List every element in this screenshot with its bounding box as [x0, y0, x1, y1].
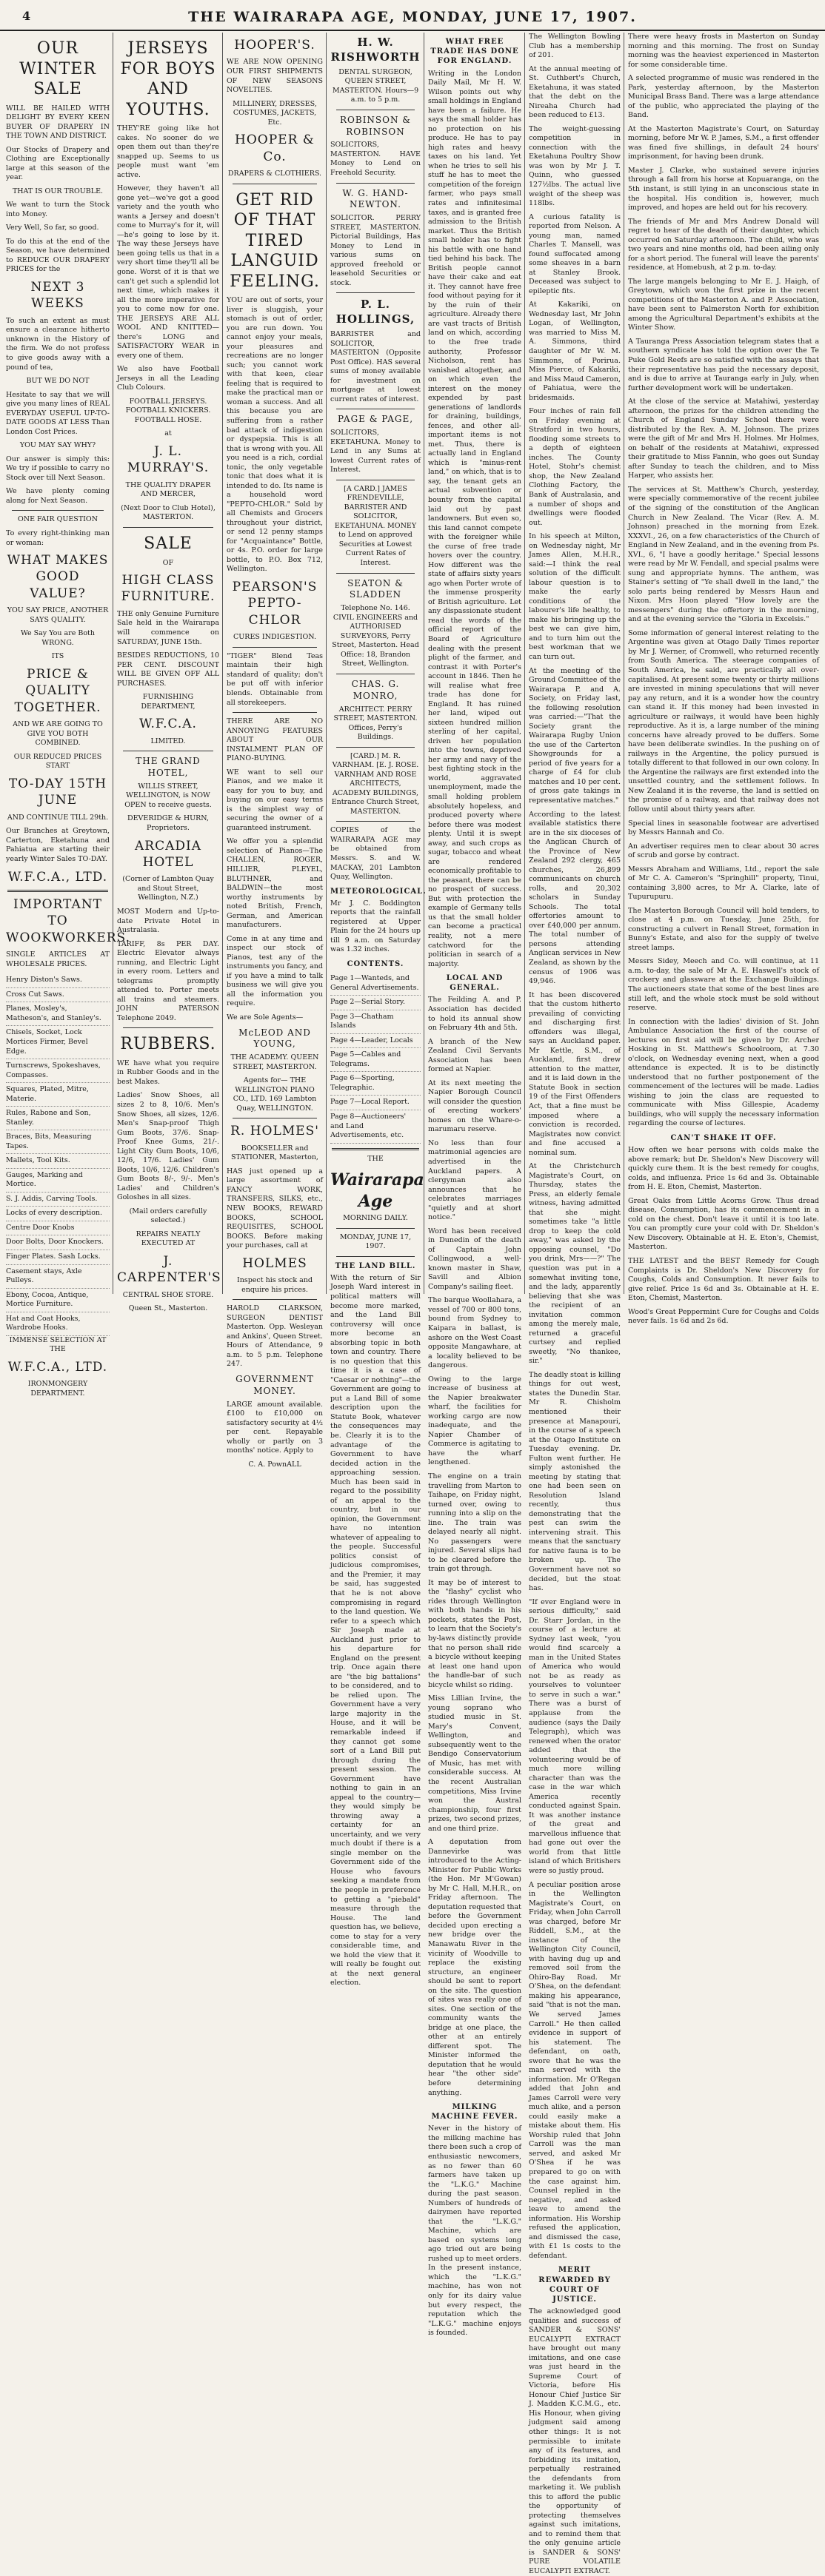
article-text: A deputation from Dannevirke was introduced to the Acting-Minister for Public Works (the Hon. Mr M'Gowan) by Mr C. Hall, M.H.R., on Friday afternoon. The deputation requested that before the Government decided upon erecting a new bridge over the Manawatu River in the vicinity of Woodville to replace the existing structure, an engineer should be sent to report on the site. The question of sites was really one of sites. One section of the community wants the bridge at one place, the other at an entirely different spot. The Minister informed the deputation that he would hear "the other side" before determining anything. — [428, 1838, 521, 2097]
ad-text: LIMITED. — [150, 737, 186, 745]
ad-heading: THE GRAND HOTEL, — [136, 756, 201, 779]
ad-text: BUT WE DO NOT — [26, 377, 90, 386]
section-heading: MILKING MACHINE FEVER. — [431, 2103, 518, 2121]
ad-text: YOU MAY SAY WHY? — [19, 441, 96, 450]
list-item: Page 1—Wanteds, and General Advertisements. — [330, 972, 421, 996]
divider — [336, 747, 415, 748]
ad-heading: ROBINSON & ROBINSON — [340, 114, 411, 137]
ad-heading: W.F.C.A., LTD. — [7, 1359, 108, 1375]
article-text: It may be of interest to the "flashy" cyclist who rides through Wellington with both hands in his pockets, states the Post, to learn that the Society's by-laws distinctly provide that no person shall ride a bicycle without keeping at least one hand upon the handle-bar of such bicycle whilst so riding. — [428, 1578, 521, 1689]
ad-text: IRONMONGERY DEPARTMENT. — [27, 1380, 88, 1398]
article-text: How often we hear persons with colds make the above remark; but Dr. Sheldon's New Discovery will quickly cure them. It is the best remedy for coughs, colds, and influenza. Price 1s 6d and 3s. Obtainable from H. E. Eton, Chemist, Masterton. — [628, 1146, 819, 1192]
ad-text: BOOKSELLER and STATIONER, Masterton, — [231, 1144, 318, 1162]
ad-text: THAT IS OUR TROUBLE. — [12, 187, 104, 195]
ad-heading: PRICE & QUALITY TOGETHER. — [14, 667, 101, 715]
article-text: The weight-guessing competition in connection with the Eketahuna Poultry Show was won by Mr J. T. Quinn, who guessed 127½lbs. The actual live weight of the sheep was 118lbs. — [529, 124, 621, 208]
ad-heading: HOLMES — [242, 1255, 307, 1271]
divider — [336, 292, 415, 293]
column-1 — [6, 33, 131, 1398]
ad-text: We offer you a splendid selection of Pianos—The CHALLEN, ROGER, HILLIER, PLEYEL, BLUTHNER, and BALDWIN—the most worthy instruments by noted British, French, German, and American manufacturers. — [227, 837, 323, 930]
article-text: A curious fatality is reported from Nelson. A young man, named Charles T. Mansell, was found suffocated among some sheaves in a barn at Stanley Brook. Deceased was subject to epileptic fits. — [529, 212, 621, 295]
list-item: Page 2—Serial Story. — [330, 996, 421, 1010]
article-text: "If ever England were in serious difficulty," said Dr. Starr Jordan, in the course of a lecture at Sydney last week, "you would find scarcely a man in the United States of America who would not be as ready as yourselves to volunteer to serve in such a war." There was a burst of applause from the audience (says the Daily Telegraph), which was renewed when the orator added that the volunteering would be of much more willing character than was the case in the war which America recently conducted against Spain. It was another instance of the great and marvellous influence that had gone out over the world from that little island of which Britishers were so justly proud. — [529, 1597, 621, 1875]
ad-heading: NEXT 3 WEEKS — [30, 280, 85, 312]
contents-list — [330, 972, 421, 1143]
ad-text: Very Well, So far, so good. — [6, 224, 99, 232]
article-text: The services at St. Matthew's Church, yesterday, were specially commemorative of the recent jubilee of the signing of the constitution of the Anglican Church in New Zealand. The Vicar (Rev. A. M. Johnson) preached in the morning from Ezek. XXXVI., 26, on a few characteristics of the Church of England in New Zealand, and in the evening from Ps. XVI., 6, "I have a goodly heritage." Special lessons were read by Mr W. Fendall, and special psalms were sung and appropriate hymns. The anthem, was Stainer's setting of "Ye shall dwell in the land," the solo parts being rendered by Messrs Haun and Nixon. Mrs Hoon played "How lovely are the messengers" during the offertory in the morning, and at the evening service the "Gloria in Excelsis." — [628, 485, 819, 624]
ad-text: Hesitate to say that we will give you many lines of REAL EVERYDAY USEFUL UP-TO-DATE GOODS AT LESS Than London Cost Prices. — [6, 390, 110, 436]
ad-text: DRAPERS & CLOTHIERS. — [227, 170, 322, 178]
divider — [336, 1228, 415, 1229]
article-text: The deadly stoat is killing things for out west, states the Dunedin Star. Mr R. Chisholm mentioned their presence at Manapouri, in the course of a speech at the Otago Institute on Tuesday evening. Dr. Fulton went further. He simply astonished the meeting by stating that one had been seen on Resolution Island recently, thus demonstrating that the pest can swim the intervening strait. This means that the sanctuary for native fauna is to be broken up. The Government have not so decided, but the stoat has. — [529, 1370, 621, 1593]
newspaper-title: THE WAIRARAPA AGE, MONDAY, JUNE 17, 1907. — [188, 9, 637, 25]
ad-text: MOST Modern and Up-to-date Private Hotel in Australasia. — [117, 907, 219, 935]
ad-text: OF — [162, 558, 174, 567]
list-item: Page 6—Sporting, Telegraphic. — [330, 1072, 421, 1096]
ad-heading: McLEOD AND YOUNG, — [238, 1027, 311, 1050]
article-text: The large mangels belonging to Mr E. J. Haigh, of Greytown, which won the first prize in the recent competitions of the Masterton A. and P. Association, have been sent to Palmerston North for exhibition among the Agricultural Department's exhibits at the Winter Show. — [628, 277, 819, 332]
ad-text: LARGE amount available. £100 to £10,000 on satisfactory security at 4½ per cent. Repayable wholly or partly on 3 months' notice. Apply to — [227, 1400, 323, 1455]
article-text: Owing to the large increase of business at the Napier breakwater wharf, the facilities for working cargo are now inadequate, and the Napier Chamber of Commerce is agitating to have the wharf lengthened. — [428, 1375, 521, 1467]
ad-text: ARCHITECT. PERRY STREET, MASTERTON. Offices, Perry's Buildings. — [333, 705, 418, 742]
article-text: At the annual meeting of St. Cuthbert's Church, Eketahuna, it was stated that the debt on the Nireaha Church had been reduced to £13. — [529, 64, 621, 120]
list-item: Henry Diston's Saws. — [6, 973, 110, 988]
ad-text: THE QUALITY DRAPER AND MERCER, — [125, 480, 211, 499]
ad-text: Ladies' Snow Shoes, all sizes 2 to 8, 10/6. Men's Snow Shoes, all sizes, 12/6. Men's Snap-proof Thigh Gum Boots, 37/6. Snap-Proof Knee Gums, 21/-. Light City Gum Boots, 10/6, 12/6, 17/6. Ladies' Gum Boots, 10/6, 12/6. Children's Gum Boots 8/-, 9/-. Men's Ladies' and Children's Goloshes in all sizes. — [117, 1091, 219, 1202]
article-text: Writing in the London Daily Mail, Mr H. W. Wilson points out why small holdings in England have been a failure. He says the small holder has no protection on his produce. He has to pay high rates and heavy taxes on his land. Yet when he tries to sell his stuff he has to meet the competition of the foreign farmer, who pays small rates and infinitesimal taxes, and is granted free admission to the British market. Thus the British small holder has to fight his battle with one hand tied behind his back. The British people cannot have their cake and eat it. They cannot have free food without paying for it by the ruin of their agriculture. Already there are vast tracts of British land on which, according to the free trade authority, Professor Nicholson, rent has vanished altogether, and on which even the interest on the money expended by past generations of landlords for draining, buildings, fences, and other all-important items is not met. Thus, there is actually land in England which is "minus-rent land," on which, that is to say, the tenant gets an actual subvention or bounty from the capital laid out by past landowners. But even so, this land cannot compete with the foreigner while the curse of free trade hovers over the country. How different was the state of affairs sixty years ago when Porter wrote of the immense prosperity of British agriculture. Let any dispassionate student read the words of the official report of the Board of Agriculture dealing with the present plight of the farmer, and contrast it with Porter's account in 1846. Then he will realise what free trade has done for England. It has ruined her land, wiped out sixteen hundred million sterling of her capital, driven her population into the towns, deprived her army and navy of the best fighting stock in the world, aggravated unemployment, made the small holding problem absolutely hopeless, and produced poverty where before there was modest plenty. Until it is swept away, and such crops as sugar, tobacco and wheat are rendered economically profitable to the peasant, there can be no prospect of success. But with protection the example of Germany tells us that the small holder can become a practical reality, not a mere catchword for the politician in search of a majority. — [428, 69, 521, 968]
ad-heading: P. L. HOLLINGS, — [335, 298, 415, 326]
ad-text: BARRISTER and SOLICITOR, MASTERTON (Opposite Post Office). HAS several sums of money available for investment on mortgage at lowest current rates of interest. — [330, 330, 421, 403]
list-item: Page 4—Leader, Locals — [330, 1034, 421, 1049]
ad-heading: SEATON & SLADDEN — [347, 577, 404, 600]
article-text: Mr J. C. Boddington reports that the rainfall registered at Upper Plain for the 24 hours up till 9 a.m. on Saturday was 1.32 inches. — [330, 899, 421, 954]
ad-text: HAS just opened up a large assortment of FANCY WORK, TRANSFERS, SILKS, etc., NEW BOOKS, REWARD BOOKS, SCHOOL REQUISITES, SCHOOL BOOKS. Before making your purchases, call at — [227, 1167, 323, 1250]
divider — [233, 712, 317, 713]
article-text: Messrs Abraham and Williams, Ltd., report the sale of Mr C. A. Cameron's "Springhill" property, Tinui, containing 3,800 acres, to Mr A. Clarke, late of Tupurupuru. — [628, 865, 819, 902]
column-5 — [428, 33, 521, 2338]
list-item: Rules, Rabone and Son, Stanley. — [6, 1107, 110, 1130]
ad-text: THE ACADEMY. QUEEN STREET, MASTERTON. — [230, 1053, 319, 1071]
ad-heading: W.F.C.A., LTD. — [7, 869, 108, 885]
section-heading: THE LAND BILL. — [335, 1261, 416, 1270]
ad-heading: TO-DAY 15TH JUNE — [8, 776, 107, 808]
ad-text: ONE FAIR QUESTION — [17, 515, 98, 524]
article-text: At the close of the service at Matahiwi, yesterday afternoon, the prizes for the children attending the Church of England Sunday School there were distributed by the Rev. A. M. Johnson. The prizes were the gift of Mr and Mrs H. Holmes. Mr Holmes, on behalf of the residents at Matahiwi, expressed their gratitude to Miss Fannin, who goes out Sunday after Sunday to teach the children, and to Miss Harper, who assists her. — [628, 398, 819, 480]
article-text: A branch of the New Zealand Civil Servants Association has been formed at Napier. — [428, 1037, 521, 1074]
ad-text: We want to turn the Stock into Money. — [6, 201, 110, 218]
ad-heading: HOOPER & Co. — [235, 133, 315, 164]
list-item: Page 5—Cables and Telegrams. — [330, 1048, 421, 1072]
ad-text: [CARD.] M. R. VARNHAM. [E. J. ROSE. VARNHAM AND ROSE ARCHITECTS, ACADEMY BUILDINGS, Entrance Church Street, MASTERTON. — [331, 751, 420, 816]
article-text: In his speech at Milton, on Wednesday night, Mr James Allen, M.H.R., said:—I think the real solution of the difficult labour question is to make the early conditions of the labourer's life healthy, to make his bringing up the best we can give him, and to turn him out the best workman that we can turn out. — [529, 532, 621, 661]
ad-text: YOU SAY PRICE, ANOTHER SAYS QUALITY. — [7, 606, 109, 624]
ad-heading: W.F.C.A. — [139, 717, 197, 732]
ad-text: SINGLE ARTICLES AT WHOLESALE PRICES. — [6, 950, 110, 968]
ad-text: CENTRAL SHOE STORE. — [122, 1290, 214, 1299]
ad-text: SOLICITORS, EKETAHUNA. Money to Lend in any Sums at lowest Current rates of Interest. — [330, 429, 421, 474]
ad-heading: JERSEYS FOR BOYS AND YOUTHS. — [120, 39, 216, 119]
masthead — [0, 0, 825, 31]
ad-text: WILLIS STREET, WELLINGTON, is NOW OPEN to receive guests. — [124, 782, 212, 809]
ad-heading: H. W. RISHWORTH — [330, 36, 421, 64]
article-text: The Feilding A. and P. Association has decided to hold its annual show on February 4th and 5th. — [428, 996, 521, 1033]
section-heading: WHAT FREE TRADE HAS DONE FOR ENGLAND. — [430, 38, 519, 66]
article-text: At its next meeting the Napier Borough Council will consider the question of erecting workers' homes on the Whare-o-marumaru reserve. — [428, 1079, 521, 1134]
ad-text: Our answer is simply this: We try if possible to carry no Stock over till Next Season. — [6, 455, 110, 482]
ad-text: (Mail orders carefully selected.) — [129, 1207, 207, 1225]
issue-date: MONDAY, JUNE 17, 1907. — [339, 1232, 412, 1251]
article-text: In connection with the ladies' division of St. John Ambulance Association the first of the course of lectures on first aid will be given by Dr. Archer Hosking in St. Matthew's Schoolroom, at 7.30 o'clock, on Wednesday evening next, when a good attendance is expected. It is to be distinctly understood that no further postponement of the commencement of the lectures will be made. Ladies wishing to join the class are requested to communicate with Miss Gillespie, Academy buildings, who will supply the necessary information regarding the course of lectures. — [628, 1017, 819, 1128]
ad-text: SOLICITOR. PERRY STREET, MASTERTON. Pictorial Buildings, Has Money to Lend in various sums on approved freehold or leasehold Securities or stock. — [330, 214, 421, 287]
ad-text: WE have what you require in Rubber Goods and in the best Makes. — [117, 1059, 219, 1086]
article-text: Master J. Clarke, who sustained severe injuries through a fall from his horse at Kopuaranga, on the 5th instant, is still lying in an unconscious state in the hospital. His condition is, however, much improved, and hopes are held out for his recovery. — [628, 166, 819, 212]
article-text: The Masterton Borough Council will hold tenders, to close at 4 p.m. on Tuesday, June 25th, for constructing a culvert in Renall Street, formation in Bunny's Estate, and also for the supply of twelve street lamps. — [628, 906, 819, 952]
ad-text: To do this at the end of the Season, we have determined to REDUCE OUR DRAPERY PRICES for the — [6, 237, 110, 274]
article-text: Word has been received in Dunedin of the death of Captain John Collingwood, a well-known master in Shaw, Savill and Albion Company's sailing fleet. — [428, 1227, 521, 1291]
divider — [123, 527, 213, 528]
ad-heading: J. CARPENTER'S — [117, 1253, 221, 1286]
article-text: The barque Woollahara, a vessel of 700 or 800 tons, bound from Sydney to Kaipara in ballast, is ashore on the West Coast opposite Mangawhare, at a locality believed to be dangerous. — [428, 1296, 521, 1370]
article-text: There were heavy frosts in Masterton on Sunday morning and this morning. The frost on Sunday morning was the heaviest experienced in Masterton for some considerable time. — [628, 33, 819, 69]
article-text: According to the latest available statistics there are in the six dioceses of the Anglican Church of the Province of New Zealand 292 clergy, 465 churches, 26,899 communicants on church rolls, and 20,302 scholars in Sunday Schools. The total offertories amount to over £40,000 per annum. The total number of persons attending Anglican services in New Zealand, as shown by the census of 1906 was 49,946. — [529, 810, 621, 986]
ad-heading: HIGH CLASS FURNITURE. — [121, 573, 216, 605]
ad-heading: R. HOLMES' — [230, 1124, 319, 1139]
ad-text: THEY'RE going like hot cakes. No sooner do we open them out than they're snapped up. Seems to us people must want 'em active. — [117, 124, 219, 179]
list-item: Door Bolts, Door Knockers. — [6, 1235, 110, 1250]
article-text: The friends of Mr and Mrs Andrew Donald will regret to hear of the death of their daughter, which occurred on Saturday afternoon. The child, who was two years and nine months old, had been ailing only for a short period. The funeral will leave the parents' residence, at Homebush, at 2 p.m. to-day. — [628, 217, 819, 272]
ad-text: WE want to sell our Pianos, and we make it easy for you to buy, and buying on our easy terms is the simplest way of securing the owner of a guaranteed instrument. — [227, 768, 323, 832]
list-item: S. J. Addis, Carving Tools. — [6, 1193, 110, 1207]
ad-text: Telephone No. 146. CIVIL ENGINEERS and AUTHORISED SURVEYORS, Perry Street, Masterton. Head Office: 18, Brandon Street, Wellington. — [332, 604, 419, 668]
ad-heading: WHAT MAKES GOOD VALUE? — [7, 553, 109, 601]
ad-text: SOLICITORS, MASTERTON. HAVE Money to Lend on Freehold Security. — [330, 141, 421, 177]
ad-heading: ARCADIA HOTEL — [135, 838, 201, 870]
article-text: Wood's Great Peppermint Cure for Coughs and Colds never fails. 1s 6d and 2s 6d. — [628, 1307, 819, 1326]
divider — [123, 1027, 213, 1028]
ad-text: We are Sole Agents— — [227, 1013, 304, 1022]
article-text: Never in the history of the milking machine has there been such a crop of enthusiastic newcomers, as no fewer than 60 farmers have taken up the "L.K.G." Machine during the past season. Numbers of hundreds of dairymen have reported that the "L.K.G." Machine, which are based on systems long ago tried out are being rushed up to meet orders. In the present instance, which the "L.K.G." machine, has won not only for its dairy value but every respect, the reputation which the "L.K.G." machine enjoys is founded. — [428, 2124, 521, 2338]
ad-text: FURNISHING DEPARTMENT, — [141, 693, 196, 711]
list-item: Casement stays, Axle Pulleys. — [6, 1265, 110, 1289]
ad-text: Queen St., Masterton. — [128, 1304, 208, 1313]
article-text: THE LATEST and the BEST Remedy for Cough Complaints is Dr. Sheldon's New Discovery for Coughs, Colds and Consumption. It never fails to give relief. Price 1s 6d and 3s. Obtainable at H. E. Eton, Chemist, Masterton. — [628, 1257, 819, 1303]
article-text: At the Christchurch Magistrate's Court, on Thursday, states the Press, an elderly female witness, having admitted that she might sometimes take "a little drop to keep the cold away," was asked by the opposing counsel, "Do you drink, Mrs——?" The question was put in a somewhat inviting tone, and the lady, apparently believing that she was the recipient of an invitation common among the merely male, returned a graceful curtsey and replied sweetly, "No thankee, sir." — [529, 1162, 621, 1366]
article-text: Some information of general interest relating to the Argentine was given at Otago Daily Times reporter by Mr J. Werner, of Cromwell, who returned recently from South America. The steerage companies of South America, he said, are practically all over-capitalised. At present some twenty or thirty millions are invested in mining speculations that will never pay any return, and it is a wonder how the country can stand it. If this money had been invested in agriculture or railways, it would have been highly reproductive. As it is, a large number of the mining concerns have already proved to be duffers. Some have been deliberate swindles. In the pushing on of railways in the Argentine, the policy pursued is totally different to that followed in our own colony. In the Argentine the railways are first extended into the unsettled country, and the settlement follows. In New Zealand it is the reverse, the land is settled on the promise of a railway, and that railway does not follow until about thirty years after. — [628, 628, 819, 814]
column-3 — [227, 33, 323, 1469]
list-item: Gauges, Marking and Mortice. — [6, 1169, 110, 1193]
list-item: Centre Door Knobs — [6, 1221, 110, 1236]
ad-text: To such an extent as must ensure a clearance hitherto unknown in the History of the firm. We do not profess to give goods away with a pound of tea, — [6, 316, 110, 372]
article-text: At the meeting of the Ground Committee of the Wairarapa P. and A. Society, on Friday last, the following resolution was carried:—"That the Society grant the Wairarapa Rugby Union the use of the Carterton Showgrounds for a period of five years for a charge of £4 for club matches and 10 per cent. of gross gate takings in representative matches." — [529, 666, 621, 805]
divider — [233, 1299, 317, 1300]
section-heading: CONTENTS. — [347, 959, 404, 968]
article-text: With the return of Sir Joseph Ward interest in political matters will become more marked, and the Land Bill controversy will once more become an absorbing topic in both town and country. There is no question that this time it is a case of "Caesar or nothing"—the Government are going to put a Land Bill of some description upon the Statute Book, whatever the consequences may be. Clearly it is to the advantage of the Government to have decided action in the approaching session. Much has been said in regard to the possibility of an appeal to the country, but in our opinion, the Government have no intention whatever of appealing to the people. Successful politics consist of judicious compromises, and the Premier, it may be said, has suggested that he is not above compromising in regard to the land question. We refer to a speech which Sir Joseph made at Auckland just prior to his departure for England on the present trip. Once again there are "the big battalions" to be considered, and to be relied upon. The Government have a very large majority in the House, and it will be remarkable indeed if they cannot get some sort of a Land Bill put through during the present session. The Government have nothing to gain in an appeal to the country—they would simply be throwing away a certainty for an uncertainty, and we very much doubt if there is a single member on the Government side of the House who favours seeking a mandate from the people in preference to getting a "piebald" measure through the House. The land question has, we believe, come to stay for a very considerable time, and we hold the view that it will really be fought out at the next general election. — [330, 1273, 421, 1988]
ad-text: THE only Genuine Furniture Sale held in the Wairarapa will commence on SATURDAY, JUNE 15th. — [117, 609, 219, 646]
ad-text: CURES INDIGESTION. — [233, 633, 316, 642]
article-text: An advertiser requires men to clear about 30 acres of scrub and gorse by contract. — [628, 842, 819, 860]
article-text: Four inches of rain fell on Friday evening at Stratford in two hours, flooding some streets to a depth of eighteen inches. The County Hotel, Stohr's chemist shop, the New Zealand Clothing Factory, the Bank of Australasia, and a number of shops and dwellings were flooded out. — [529, 407, 621, 527]
column-6 — [529, 33, 621, 2575]
ad-text: However, they haven't all gone yet—we've got a good variety and the youth who wants a Jersey and doesn't come to Murray's for it, will—he's going to lose by it. The way these Jerseys have been going tells us that in a very short time they'll all be gone. Worst of it is that we can't get such a splendid lot next time, which makes it all the more imperative for you to come now for one. THE JERSEYS ARE ALL WOOL AND KNITTED—there's LONG and SATISFACTORY WEAR in every one of them. — [117, 184, 219, 360]
ad-heading: SALE — [144, 534, 193, 553]
column-rule — [524, 33, 525, 1294]
list-item: Cross Cut Saws. — [6, 988, 110, 1003]
ad-text: (Corner of Lambton Quay and Stout Street, Wellington, N.Z.) — [122, 875, 214, 902]
ad-heading: RUBBERS. — [120, 1035, 216, 1054]
ad-heading: HOOPER'S. — [234, 38, 315, 53]
ad-text: Inspect his stock and enquire his prices. — [236, 1276, 313, 1294]
list-item: Squares, Plated, Mitre, Materie. — [6, 1083, 110, 1107]
ad-text: We also have Football Jerseys in all the Leading Club Colours. — [117, 365, 219, 392]
ad-text: (Next Door to Club Hotel), MASTERTON. — [121, 503, 216, 522]
ad-text: DEVERIDGE & HURN, Proprietors. — [127, 814, 210, 832]
article-text: A selected programme of music was rendered in the Park, yesterday afternoon, by the Masterton Municipal Brass Band. There was a large attendance of the public, who appreciated the playing of the Band. — [628, 74, 819, 120]
ad-text: Our Branches at Greytown, Carterton, Eketahuna and Pahiatua are starting their yearly Winter Sales TO-DAY. — [6, 827, 110, 863]
paper-nameplate: Wairarapa Age — [330, 1170, 424, 1212]
ad-text: "TIGER" Blend Teas maintain their high standard of quality; don't be put off with inferior blends. Obtainable from all storekeepers. — [227, 651, 323, 707]
ad-text: [A CARD.] JAMES FRENDEVILLE, BARRISTER AND SOLICITOR, EKETAHUNA. MONEY to Lend on approved Securities at Lowest Current Rates of Interest. — [334, 484, 417, 567]
divider — [336, 1256, 415, 1257]
list-item: Turnscrews, Spokeshaves, Compasses. — [6, 1059, 110, 1083]
divider — [336, 183, 415, 184]
ad-text: We Say You are Both WRONG. — [21, 629, 95, 647]
ad-text: OUR REDUCED PRICES START — [13, 752, 102, 771]
list-item: Finger Plates. Sash Locks. — [6, 1250, 110, 1265]
section-heading: CAN'T SHAKE IT OFF. — [670, 1133, 777, 1142]
ad-text: FOOTBALL JERSEYS. FOOTBALL KNICKERS. FOOTBALL HOSE. — [125, 397, 211, 424]
divider — [332, 1148, 419, 1150]
article-text: Miss Lillian Irvine, the young soprano who studied music in St. Mary's Convent, Wellington, and subsequently went to the Bendigo Conservatorium of Music, has met with considerable success. At the recent Australian competitions, Miss Irvine won the Austral championship, four first prizes, two second prizes, and one third prize. — [428, 1694, 521, 1833]
article-text: A Tauranga Press Association telegram states that a southern syndicate has told the option over the Te Puke Gold Reefs are so satisfied with the assays that their representative has paid the necessary deposit, and is due to arrive at Tauranga early in July, when further development work will be undertaken. — [628, 337, 819, 392]
ad-text: HAROLD CLARKSON, SURGEON DENTIST Masterton. Opp. Wesleyan and Ankins', Queen Street. Hours of Attendance, 9 a.m. to 5 p.m. Telephone 247. — [227, 1304, 323, 1369]
list-item: Page 7—Local Report. — [330, 1096, 421, 1110]
article-text: The Wellington Bowling Club has a membership of 201. — [529, 33, 621, 60]
list-item: Braces, Bits, Measuring Tapes. — [6, 1130, 110, 1154]
list-item: Hat and Coat Hooks, Wardrobe Hooks. — [6, 1312, 110, 1336]
ad-heading: PEARSON'S PEPTO-CHLOR — [232, 580, 318, 628]
ad-text: WILL BE HAILED WITH DELIGHT BY EVERY KEEN BUYER OF DRAPERY IN THE TOWN AND DISTRICT. — [6, 104, 110, 141]
masthead-label: MORNING DAILY. — [343, 1214, 408, 1223]
column-4 — [330, 33, 427, 1988]
page-number: 4 — [22, 9, 31, 23]
ad-text: BESIDES REDUCTIONS, 10 PER CENT. DISCOUNT WILL BE GIVEN OFF ALL PURCHASES. — [117, 651, 219, 688]
ad-heading: PAGE & PAGE, — [337, 414, 414, 425]
list-item: Mallets, Tool Kits. — [6, 1154, 110, 1169]
ad-text: IMMENSE SELECTION AT THE — [9, 1335, 107, 1354]
divider — [336, 573, 415, 574]
section-heading: LOCAL AND GENERAL. — [446, 974, 504, 993]
ad-text: at — [164, 429, 172, 438]
article-text: Special lines in seasonable footwear are advertised by Messrs Hannah and Co. — [628, 819, 819, 837]
ad-text: MILLINERY, DRESSES, COSTUMES, JACKETS, Etc. — [233, 99, 317, 127]
column-rule — [326, 33, 327, 1294]
ad-text: TARIFF, 8s PER DAY. Electric Elevator always running, and Electric Light in every room. Letters and telegrams promptly attended to. Porter meets all trains and steamers. JOHN PATERSON Telephone 2049. — [117, 939, 219, 1022]
ad-text: Our Stocks of Drapery and Clothing are Exceptionally large at this season of the year. — [6, 145, 110, 182]
ad-text: WE ARE NOW OPENING OUR FIRST SHIPMENTS OF NEW SEASONS NOVELTIES. — [227, 58, 323, 95]
section-heading: METEOROLOGICAL. — [330, 887, 427, 896]
article-text: Great Oaks from Little Acorns Grow. Thus dread disease, Consumption, has its commencement in a cold on the chest. Don't leave it until it is too late. You can promptly cure your cold with Dr. Sheldon's New Discovery. Obtainable at H. E. Eton's, Chemist, Masterton. — [628, 1196, 819, 1252]
article-text: At the Masterton Magistrate's Court, on Saturday morning, before Mr W. P. James, S.M., a first offender was fined five shillings, in default 24 hours' imprisonment, for having been drunk. — [628, 124, 819, 161]
tool-list — [6, 973, 110, 1335]
article-text: The engine on a train travelling from Marton to Taihape, on Friday night, turned over, owing to running into a slip on the line. The train was delayed nearly all night. No passengers were injured. Several slips had to be cleared before the train got through. — [428, 1472, 521, 1574]
ad-heading: W. G. HAND-NEWTON. — [342, 187, 409, 210]
list-item: Chisels, Socket, Lock Mortices Firmer, Bevel Edge. — [6, 1026, 110, 1059]
ad-text: COPIES of the WAIRARAPA AGE may be obtained from Messrs. S. and W. MACKAY, 201 Lambton Quay, Wellington. — [330, 826, 421, 882]
column-7 — [628, 33, 819, 1326]
ad-text: REPAIRS NEATLY EXECUTED AT — [136, 1230, 201, 1248]
masthead-label: THE — [367, 1154, 384, 1163]
column-rule — [222, 33, 223, 1294]
divider — [336, 821, 415, 822]
list-item: Page 8—Auctioneers' and Land Advertisements, etc. — [330, 1110, 421, 1144]
column-2 — [117, 33, 221, 1313]
divider — [7, 890, 108, 892]
list-item: Page 3—Chatham Islands — [330, 1010, 421, 1034]
ad-text: YOU are out of sorts, your liver is sluggish, your stomach is out of order, you are run down. You cannot enjoy your meals, your pleasures and recreations are no longer such; you cannot work with that keen, clear feeling that is required to make the practical man or woman a success. And all this because you are suffering from a rather bad attack of indigestion or dyspepsia. This is all that is wrong with you. All you need is a rich, cordial tonic, the only vegetable tonic that does what it is intended to do. Its name is a household word "PEPTO-CHLOR." Sold by all Chemists and Grocers throughout your district, or send 12 penny stamps for "Acquaintance" Bottle, or 4s. P.O. order for large bottle, to P.O. Box 712, Wellington. — [227, 296, 323, 574]
ad-text: DENTAL SURGEON, QUEEN STREET, MASTERTON. Hours—9 a.m. to 5 p.m. — [332, 67, 419, 104]
ad-text: ITS — [51, 652, 64, 661]
ad-heading: CHAS. G. MONRO, — [351, 678, 400, 701]
ad-text: Agents for— THE WELLINGTON PIANO CO., LTD. 169 Lambton Quay, WELLINGTON. — [233, 1076, 317, 1113]
article-text: No less than four matrimonial agencies are advertised in the Auckland papers. A clergyman also announces that he celebrates marriages "quietly and at short notice." — [428, 1138, 521, 1222]
section-heading: MERIT REWARDED BY COURT OF JUSTICE. — [538, 2266, 611, 2304]
article-text: It has been discovered that the custom hitherto prevailing of convicting and discharging first offenders was illegal, says an Auckland paper. Mr Kettle, S.M., of Auckland, first drew attention to the matter, and it is laid down in the Statute Book in section 19 of the First Offenders Act, that a fine must be imposed where a conviction is recorded. Magistrates now convict and fine accused a nominal sum. — [529, 990, 621, 1157]
ad-heading: IMPORTANT TO WOOKWORKERS. — [6, 896, 131, 945]
list-item: Planes, Mosley's, Matheson's, and Stanley's. — [6, 1002, 110, 1026]
ad-text: AND CONTINUE TILL 29th. — [7, 813, 109, 822]
article-text: Messrs Sidey, Meech and Co. will continue, at 11 a.m. to-day, the sale of Mr A. E. Haswell's stock of crockery and glassware at the Exchange Buildings. The auctioneers state that some of the best lines are still left, and the whole stock must be sold without reserve. — [628, 957, 819, 1013]
ad-text: We have plenty coming along for Next Season. — [6, 487, 110, 505]
ad-heading: J. L. MURRAY'S. — [127, 444, 210, 476]
ad-text: Come in at any time and inspect our stock of Pianos, test any of the instruments you fancy, and if you have a mind to talk business we will give you all the information you require. — [227, 934, 323, 1008]
ad-text: C. A. PownALL — [248, 1460, 301, 1469]
article-text: The acknowledged good qualities and success of SANDER & SONS' EUCALYPTI EXTRACT have brought out many imitations, and one case was just heard in the Supreme Court of Victoria, before His Honour Chief Justice Sir J. Madden K.C.M.G., etc. His Honour, when giving judgment said among other things: It is not permissible to imitate any of its features, and forbidding its imitation, perpetually restrained the defendants from marketing it. We publish this to afford the public the opportunity of protecting themselves against such imitations, and to remind them that the only genuine article is SANDER & SONS' PURE VOLATILE EUCALYPTI EXTRACT. — [529, 2307, 621, 2575]
winter-sale-heading: OUR WINTER SALE — [19, 39, 96, 98]
list-item: Locks of every description. — [6, 1207, 110, 1221]
ad-heading: GOVERNMENT MONEY. — [236, 1373, 314, 1396]
article-text: A peculiar position arose in the Wellington Magistrate's Court, on Friday, when John Carroll was charged, before Mr Riddell, S.M., at the instance of the Wellington City Council, with having dug up and removed soil from the Ohiro-Bay Road. Mr O'Shea, on the defendant making his appearance, said "that is not the man. We served James Carroll." He then called evidence in support of his statement. The defendant, on oath, swore that he was the man served with the information. Mr O'Regan added that John and James Carroll were very much alike, and a person could easily make a mistake about them. His Worship ruled that John Carroll was the man served, and asked Mr O'Shea if he was prepared to go on with the case against him. Counsel replied in the negative, and asked leave to amend the information. His Worship refused the application, and dismissed the case, with £1 1s costs to the defendant. — [529, 1880, 621, 2260]
divider — [12, 510, 104, 511]
ad-text: THERE ARE NO ANNOYING FEATURES ABOUT OUR INSTALMENT PLAN OF PIANO-BUYING. — [227, 717, 323, 763]
article-text: At Kakariki, on Wednesday last, Mr John Logan, of Wellington, was married to Miss M. A. Simmons, third daughter of Mr W. M. Simmons, of Porirua. Miss Pierce, of Kakariki, and Miss Maud Cameron, of Pahiatua, were the bridesmaids. — [529, 301, 621, 402]
ad-heading: GET RID OF THAT TIRED LANGUID FEELING. — [230, 190, 320, 291]
list-item: Ebony, Cocoa, Antique, Mortice Furniture. — [6, 1289, 110, 1312]
ad-text: To every right-thinking man or woman: — [6, 529, 110, 547]
divider — [233, 647, 317, 648]
ad-text: AND WE ARE GOING TO GIVE YOU BOTH COMBINED. — [13, 720, 103, 748]
